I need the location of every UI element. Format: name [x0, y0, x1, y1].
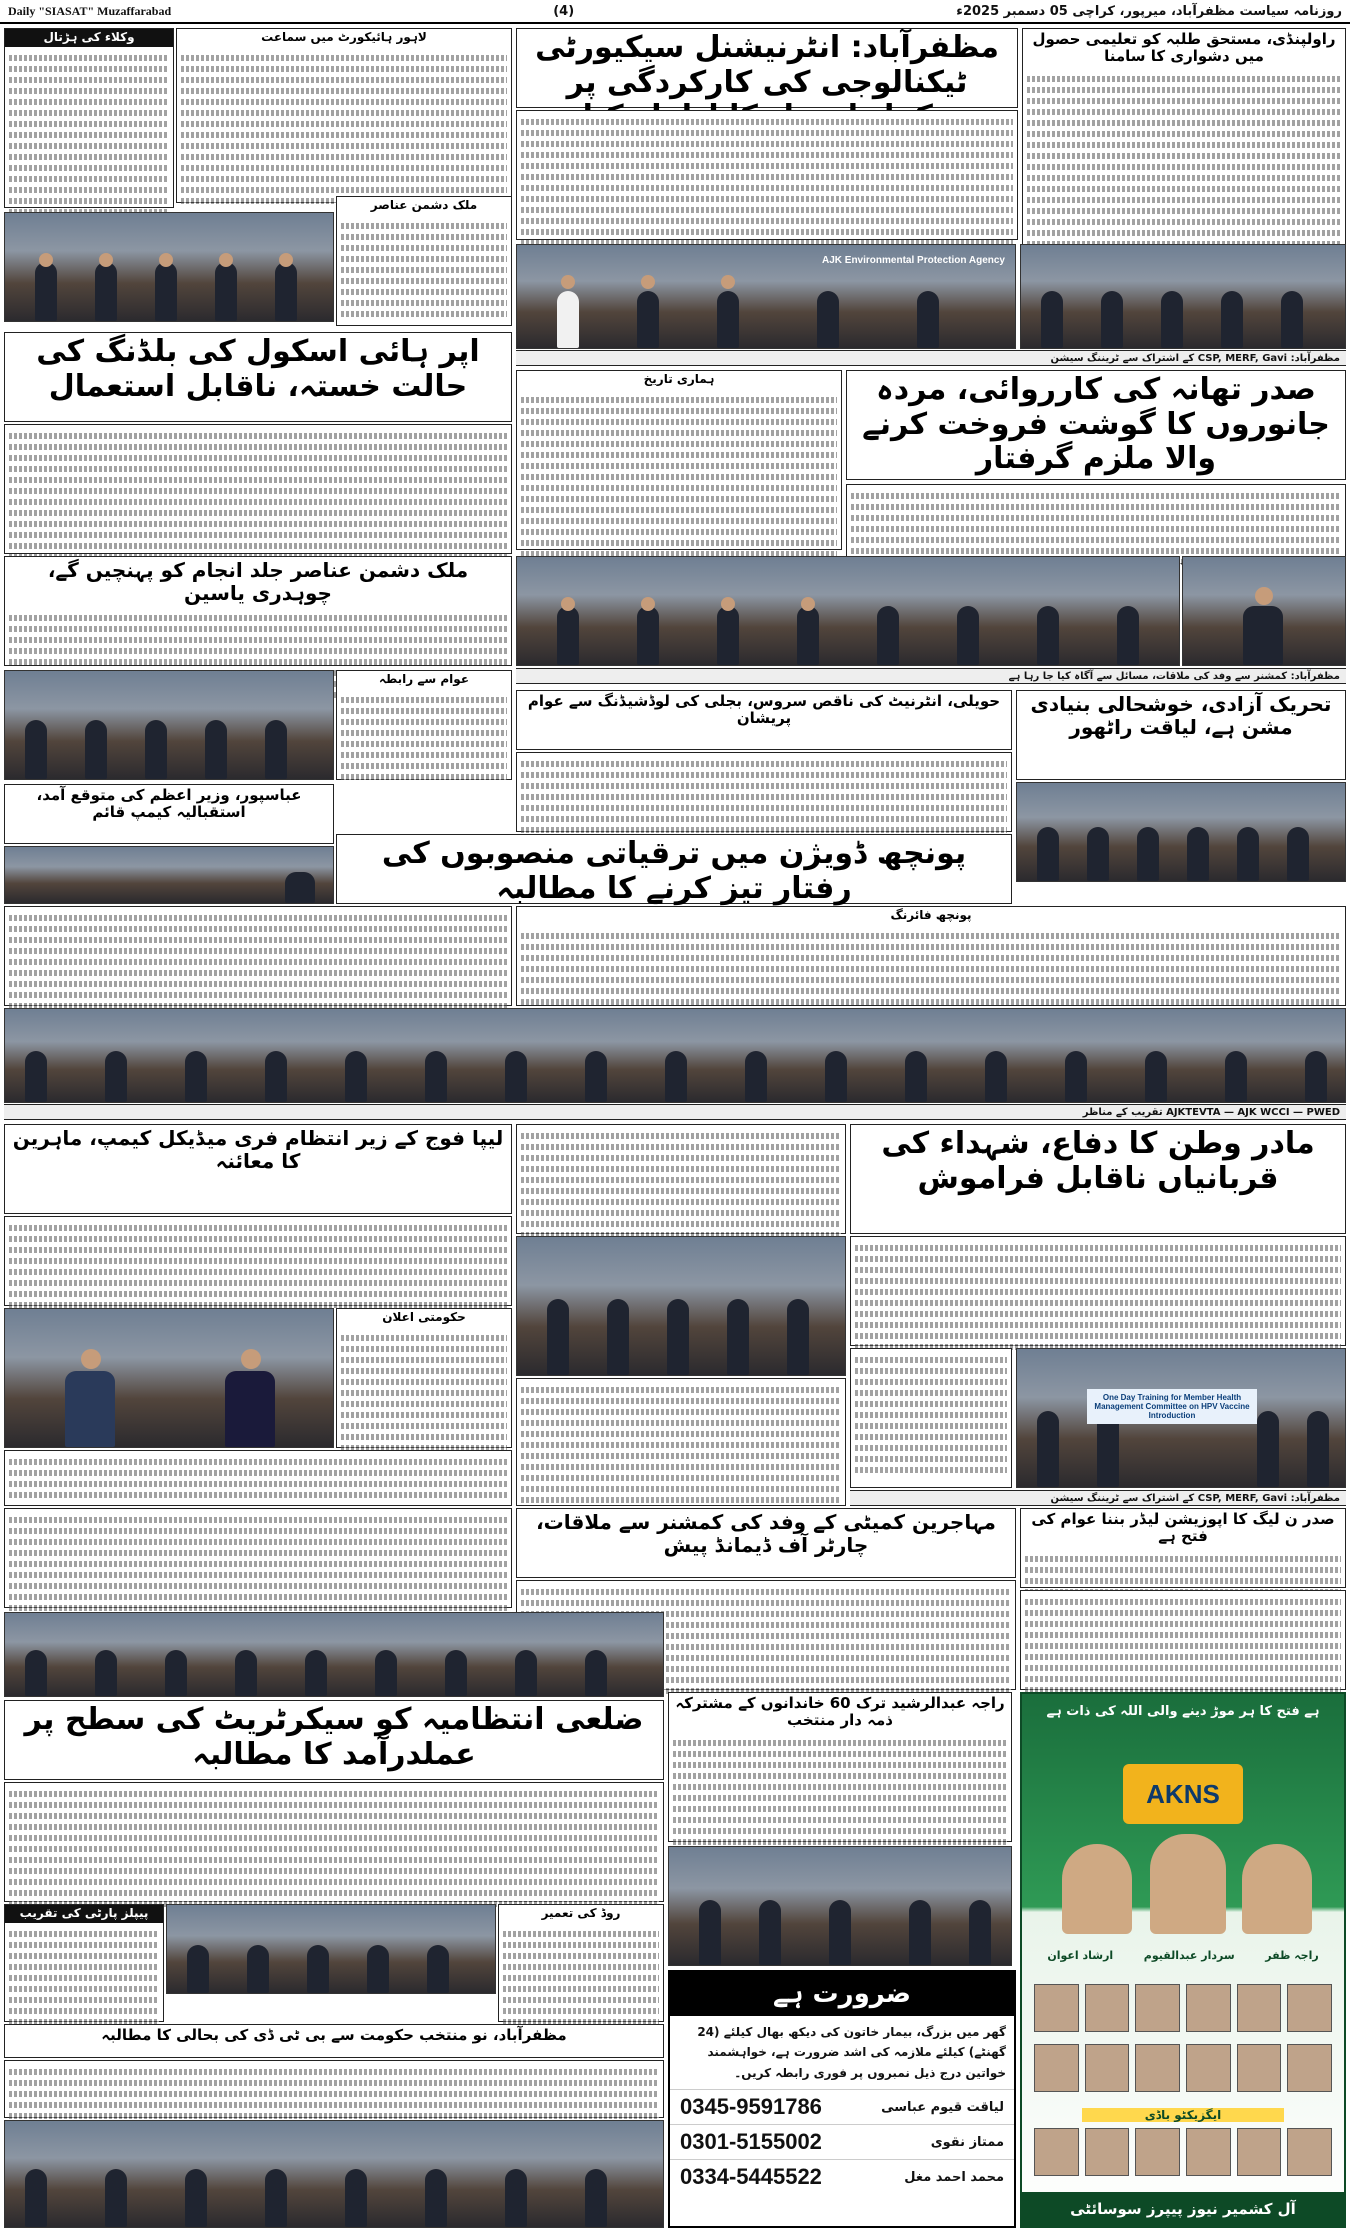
- contact-name: محمد احمد مغل: [904, 2169, 1004, 2185]
- headline: پیپلز پارٹی کی تقریب: [5, 1905, 163, 1923]
- headline: ملک دشمن عناصر جلد انجام کو پہنچیں گے، چوہدری یاسین: [47, 558, 469, 605]
- photo-commissioner-meeting: [516, 556, 1180, 666]
- headline: راجہ عبدالرشید ترک 60 خاندانوں کے مشترکہ ذمہ دار منتخب: [675, 1694, 1005, 1730]
- headline: مہاجرین کمیٹی کے وفد کی کمشنر سے ملاقات، چارٹر آف ڈیمانڈ پیش: [536, 1510, 996, 1557]
- photo-press-conference: [166, 1904, 496, 1994]
- headline: حکومتی اعلان: [382, 1310, 466, 1324]
- headline: صدر ن لیگ کا اپوزیشن لیڈر بننا عوام کی فتح ہے: [1031, 1510, 1335, 1546]
- headline: وکلاء کی ہڑتال: [5, 29, 173, 47]
- story-small-right: [336, 196, 512, 326]
- headline: اپر ہائی اسکول کی بلڈنگ کی حالت خستہ، ناقابل استعمال: [36, 334, 480, 404]
- wanted-title: ضرورت ہے: [670, 1972, 1014, 2016]
- story-secretariat-body: [4, 1782, 664, 1902]
- ad-footer: آل کشمیر نیوز پیپرز سوسائٹی: [1022, 2192, 1344, 2226]
- story-rathore: [1016, 690, 1346, 780]
- story-lawyers: [4, 28, 174, 208]
- caption-commissioner: مظفرآباد: کمشنر سے وفد کی ملاقات، مسائل سے آگاہ کیا جا رہا ہے: [516, 668, 1346, 684]
- paper-name: Daily "SIASAT" Muzaffarabad: [8, 3, 172, 18]
- caption-strip: AJKTEVTA — AJK WCCI — PWED تقریب کے مناظر: [4, 1104, 1346, 1120]
- story-road: [498, 1904, 664, 2022]
- headline: ضلعی انتظامیہ کو سیکرٹریٹ کی سطح پر عملدرآمد کا مطالبہ: [24, 1702, 644, 1772]
- masthead: [0, 0, 1350, 24]
- headline: صدر تھانہ کی کارروائی، مردہ جانوروں کا گوشت فروخت کرنے والا ملزم گرفتار: [862, 372, 1330, 476]
- headline: عوام سے رابطہ: [378, 672, 470, 686]
- photo-street-inspection: [668, 1846, 1012, 1966]
- headline: حویلی، انٹرنیٹ کی ناقص سروس، بجلی کی لوڈشیڈنگ سے عوام پریشان: [527, 692, 1001, 728]
- story-small-col: [850, 1348, 1012, 1488]
- ad-tagline: ہے فتح کا ہر موڑ دینے والی اللہ کی ذات ہے: [1046, 1704, 1320, 1719]
- contact-row: [670, 2159, 1014, 2194]
- story-haveli-body: [516, 752, 1012, 832]
- members-grid-2: [1034, 2044, 1332, 2092]
- caption-training: مظفرآباد: CSP, MERF, Gavi کے اشتراک سے ٹریننگ سیشن: [850, 1490, 1346, 1506]
- story-refugees: [516, 1508, 1016, 1578]
- leader-name: ارشاد اعوان: [1047, 1949, 1114, 1962]
- headline: ہماری تاریخ: [643, 372, 715, 386]
- story-abbaspur: [4, 784, 334, 844]
- contact-name: لیاقت قیوم عباسی: [881, 2099, 1004, 2115]
- leader-names: [1032, 1949, 1334, 1962]
- story-martyrs: [850, 1124, 1346, 1234]
- story-arrest-body: [846, 484, 1346, 564]
- ad-subtitle: ایگزیکٹو باڈی: [1082, 2108, 1284, 2122]
- contact-row: [670, 2124, 1014, 2159]
- story-lead: [516, 28, 1018, 108]
- leader-name: سردار عبدالقیوم: [1143, 1949, 1235, 1962]
- headline: عباسپور، وزیر اعظم کی متوقع آمد، استقبالیہ کیمپ قائم: [36, 786, 302, 822]
- members-grid-3: [1034, 2128, 1332, 2176]
- headline: ملک دشمن عناصر: [370, 198, 478, 212]
- story-yasin: [4, 556, 512, 666]
- story-btd: [4, 2024, 664, 2058]
- headline: تحریک آزادی، خوشحالی بنیادی مشن ہے، لیاقت راٹھور: [1030, 692, 1332, 739]
- wanted-text: گھر میں بزرگ، بیمار خاتون کی دیکھ بھال کیلئے (24 گھنٹے) کیلئے ملازمہ کی اشد ضرورت ہے، خواہشمند خواتین درج ذیل نمبروں پر فوری رابطہ کریں۔: [697, 2025, 1006, 2080]
- lead-headline: مظفرآباد: انٹرنیشنل سیکیورٹی ٹیکنالوجی کی کارکردگی پر: [535, 30, 999, 100]
- akns-advertisement: [1020, 1692, 1346, 2228]
- story-martyrs-body: [850, 1236, 1346, 1346]
- story-brigadier: [176, 28, 512, 203]
- leader-photo-3: [1242, 1844, 1312, 1934]
- photo-strip-ajkteva: [4, 1008, 1346, 1103]
- headline: لیپا فوج کے زیر انتظام فری میڈیکل کیمپ، ماہرین کا معائنہ: [12, 1126, 504, 1173]
- story-abbaspur-body: [4, 906, 512, 1006]
- headline: مظفرآباد، نو منتخب حکومت سے بی ٹی ڈی کی بحالی کا مطالبہ: [101, 2026, 567, 2044]
- headline: روڈ کی تعمیر: [541, 1906, 621, 1920]
- akns-logo: AKNS: [1123, 1764, 1243, 1824]
- photo-muslim-league: [4, 670, 334, 780]
- phone-number[interactable]: 0334-5445522: [680, 2164, 822, 2190]
- phone-number[interactable]: 0301-5155002: [680, 2129, 822, 2155]
- photo-ceremony-group: [4, 1612, 664, 1697]
- page-number: (4): [553, 3, 575, 19]
- photo-hpv-training: [1016, 1348, 1346, 1488]
- story-pakistan: [516, 1378, 846, 1506]
- story-ppp: [4, 1904, 164, 2022]
- leader-photo-1: [1062, 1844, 1132, 1934]
- contact-row: [670, 2089, 1014, 2124]
- story-computer-system: [516, 370, 842, 550]
- story-secretariat: [4, 1700, 664, 1780]
- photo-bottom-group: [4, 2120, 664, 2228]
- caption-top: مظفرآباد: CSP, MERF, Gavi کے اشتراک سے ٹریننگ سیشن: [516, 350, 1346, 366]
- story-pwd: [516, 906, 1346, 1006]
- photo-police-award: [4, 1308, 334, 1448]
- story-school: [4, 332, 512, 422]
- story-medical-body: [4, 1216, 512, 1306]
- headline: مادر وطن کا دفاع، شہداء کی قربانیاں ناقابل فراموش: [881, 1126, 1315, 1196]
- story-bukhari: [4, 1508, 512, 1608]
- phone-number[interactable]: 0345-9591786: [680, 2094, 822, 2120]
- story-school-body: [4, 424, 512, 554]
- photo-ppp-gathering: [1016, 782, 1346, 882]
- headline: راولپنڈی، مستحق طلبہ کو تعلیمی حصول میں دشواری کا سامنا: [1032, 30, 1336, 66]
- photo-portrait: [4, 846, 334, 904]
- paper-dateline: روزنامہ سیاست مظفرآباد، میرپور، کراچی 05 دسمبر 2025ء: [956, 3, 1342, 19]
- story-lead-body: [516, 110, 1018, 240]
- wanted-classified: [668, 1970, 1016, 2228]
- photo-meeting-1: [4, 212, 334, 322]
- story-btd-body: [4, 2060, 664, 2118]
- leader-name: راجہ ظفر: [1265, 1949, 1319, 1962]
- headline: لاہور ہائیکورٹ میں سماعت: [261, 30, 427, 44]
- headline: پونچھ فائرنگ: [890, 908, 972, 922]
- photo-meeting-table: [516, 1236, 846, 1376]
- story-side-small: [336, 670, 512, 780]
- story-opposition-body: [1020, 1590, 1346, 1690]
- contact-name: ممتاز نقوی: [930, 2134, 1004, 2150]
- headline: پونچھ ڈویژن میں ترقیاتی منصوبوں کی رفتار تیز کرنے کا مطالبہ: [381, 836, 967, 906]
- story-haveli: [516, 690, 1012, 750]
- leader-photo-2: [1150, 1834, 1226, 1934]
- story-women-police: [4, 1450, 512, 1506]
- story-opposition: [1020, 1508, 1346, 1588]
- story-arrest: [846, 370, 1346, 480]
- story-pensioners: [516, 1124, 846, 1234]
- training-banner: One Day Training for Member Health Management Committee on HPV Vaccine Introduction: [1087, 1389, 1257, 1424]
- photo-women-session: [1020, 244, 1346, 349]
- photo-agency-event: [516, 244, 1016, 349]
- story-side-mid: [336, 1308, 512, 1448]
- story-60-families: [668, 1692, 1012, 1842]
- story-medical-camp: [4, 1124, 512, 1214]
- photo-official: [1182, 556, 1346, 666]
- story-poonch: [336, 834, 1012, 904]
- members-grid-1: [1034, 1984, 1332, 2032]
- banner-label: AJK Environmental Protection Agency: [822, 255, 1005, 266]
